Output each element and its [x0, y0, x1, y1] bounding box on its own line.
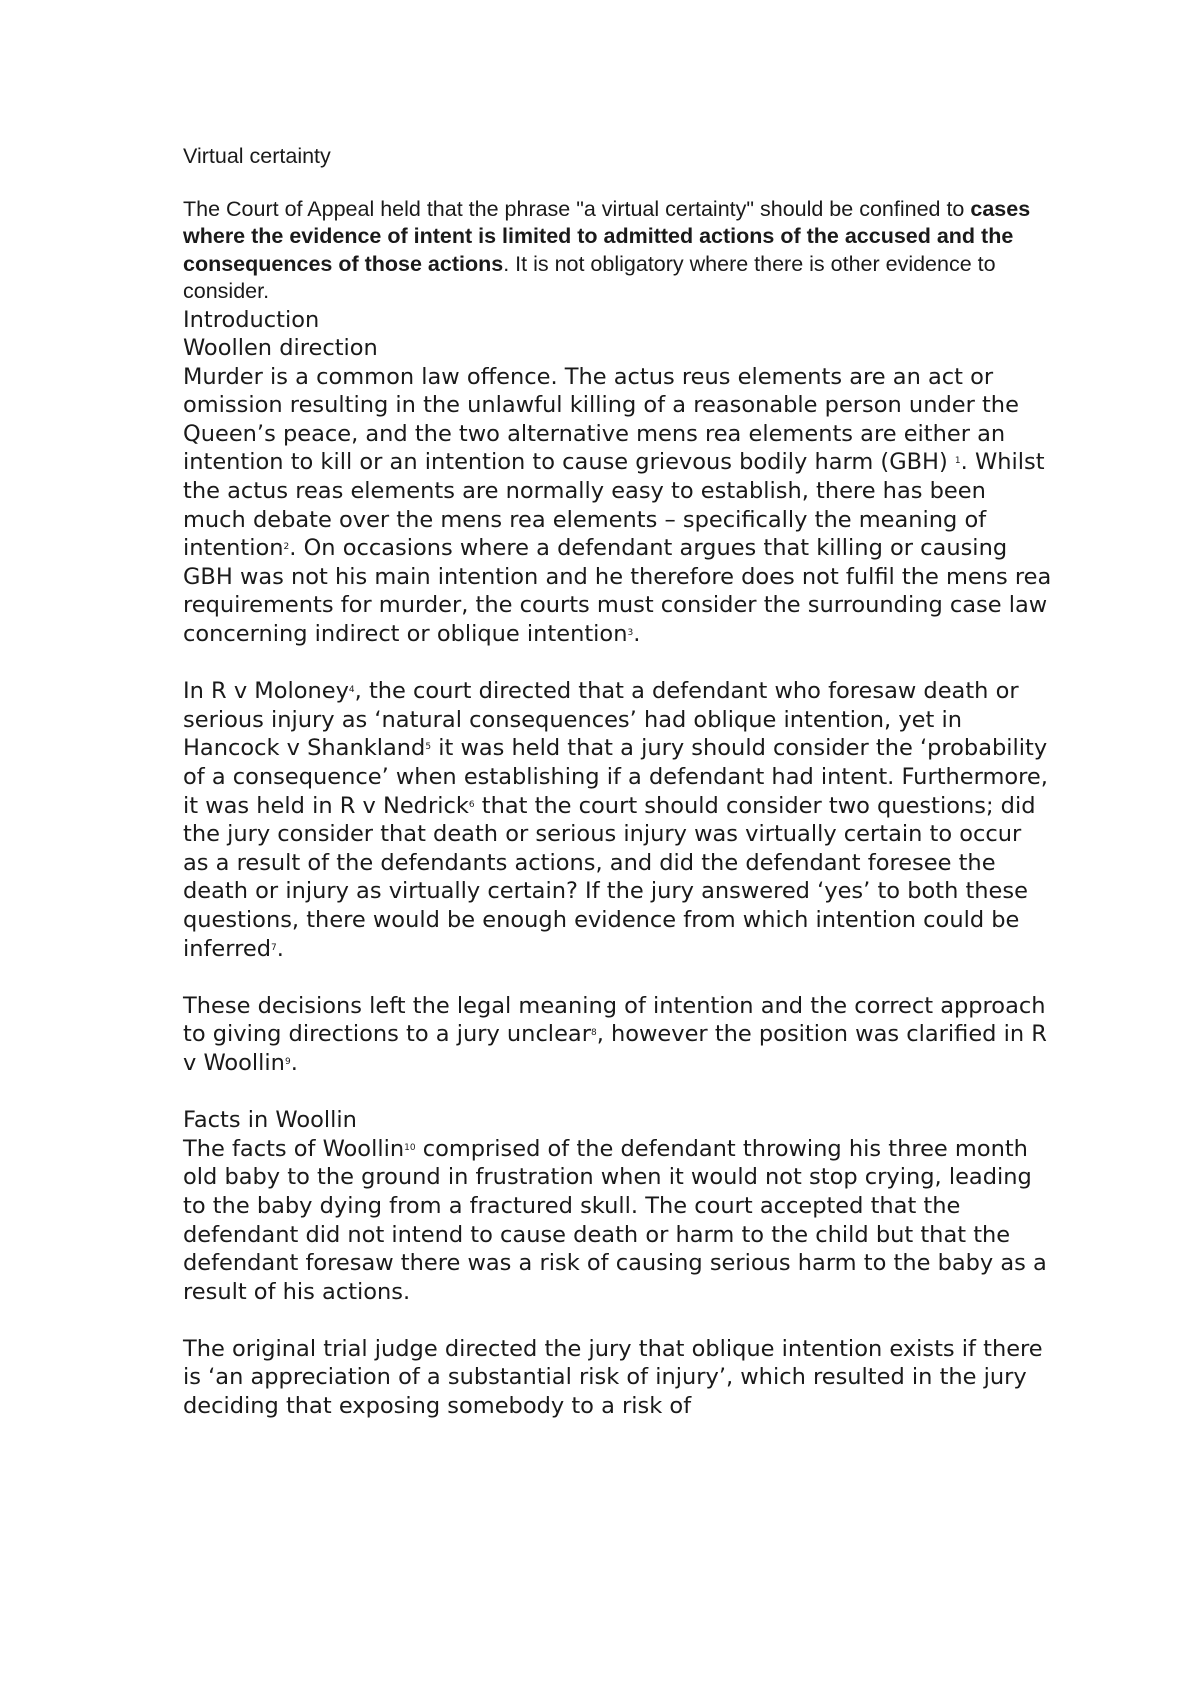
paragraph-decisions [183, 992, 1053, 1078]
text-run: , however the position was clarified in R v Woollin [183, 1021, 1047, 1076]
paragraph-spacer [183, 963, 1053, 992]
footnote-ref[interactable]: 8 [590, 1028, 597, 1039]
footnote-ref[interactable]: 2 [283, 542, 290, 553]
summary-text-end: . It is not obligatory where there is other evidence to consider. [183, 251, 996, 303]
paragraph-murder [183, 363, 1053, 649]
footnote-ref[interactable]: 1 [954, 456, 961, 467]
text-run: . Whilst the actus reas elements are normally easy to establish, there has been much debate over the mens rea elements – specifically the meaning of intention [183, 449, 1045, 562]
footnote-ref[interactable]: 9 [284, 1056, 291, 1067]
footnote-ref[interactable]: 6 [468, 799, 475, 810]
text-run: In R v Moloney [183, 678, 349, 705]
text-run: These decisions left the legal meaning of intention and the correct approach to giving directions to a jury unclear [183, 992, 1046, 1048]
paragraph-spacer [183, 1306, 1053, 1335]
paragraph-spacer [183, 1078, 1053, 1107]
paragraph-facts [183, 1135, 1053, 1307]
text-run: . [633, 621, 641, 648]
text-run: . [276, 935, 284, 962]
text-run: that the court should consider two questions; did the jury consider that death or serious injury was virtually certain to occur as a result of the defendants actions, and did the defendant foresee the death or injury as virtually certain? If the jury answered ‘yes’ to both these questions, there would be enough evidence from which intention could be inferred [183, 792, 1036, 962]
text-run: , the court directed that a defendant who foresaw death or serious injury as ‘natural consequences’ had oblique intention, yet in Hancock v Shankland [183, 678, 1019, 762]
footnote-ref[interactable]: 5 [425, 742, 432, 753]
section-heading-facts-in-woollin: Facts in Woollin [183, 1107, 357, 1134]
text-run: Murder is a common law offence. The actus reus elements are an act or omission resulting in the unlawful killing of a reasonable person under the Queen’s peace, and the two alternative mens rea elements are either an intention to kill or an intention to cause grievous bodily harm (GBH) [183, 363, 1019, 476]
summary-text: The Court of Appeal held that the phrase "a virtual certainty" should be confined to [183, 196, 971, 221]
text-run: it was held that a jury should consider the ‘probability of a consequence’ when establishing if a defendant had intent. Furthermore, it was held in R v Nedrick [183, 735, 1048, 819]
summary-paragraph [183, 196, 1053, 306]
text-run: comprised of the defendant throwing his three month old baby to the ground in frustration when it would not stop crying, leading to the baby dying from a fractured skull. The court accepted that the defendant did not intend to cause death or harm to the child but that the defendant foresaw there was a risk of causing serious harm to the baby as a result of his actions. [183, 1135, 1047, 1305]
footnote-ref[interactable]: 4 [348, 685, 355, 696]
topic-title: Virtual certainty [183, 144, 331, 168]
footnote-ref[interactable]: 7 [271, 942, 277, 953]
text-run: . [290, 1049, 298, 1076]
section-heading-woollen-direction: Woollen direction [183, 335, 378, 362]
summary-bold-text: cases where the evidence of intent is limited to admitted actions of the accused and the consequences of those actions [183, 196, 1031, 276]
document-body [183, 143, 1053, 1421]
text-run: . On occasions where a defendant argues that killing or causing GBH was not his main intention and he therefore does not fulfil the mens rea requirements for murder, the courts must consider the surrounding case law concerning indirect or oblique intention [183, 535, 1052, 648]
paragraph-moloney [183, 677, 1053, 963]
paragraph-trial-judge [183, 1335, 1053, 1421]
introduction-heading: Introduction [183, 306, 320, 333]
text-run: The facts of Woollin [183, 1135, 405, 1162]
paragraph-spacer [183, 649, 1053, 678]
footnote-ref[interactable]: 3 [627, 628, 634, 639]
text-run: The original trial judge directed the jury that oblique intention exists if there is ‘an appreciation of a substantial risk of injury’, which resulted in the jury deciding that exposing somebody to a risk of [183, 1335, 1043, 1420]
footnote-ref[interactable]: 10 [404, 1142, 416, 1153]
